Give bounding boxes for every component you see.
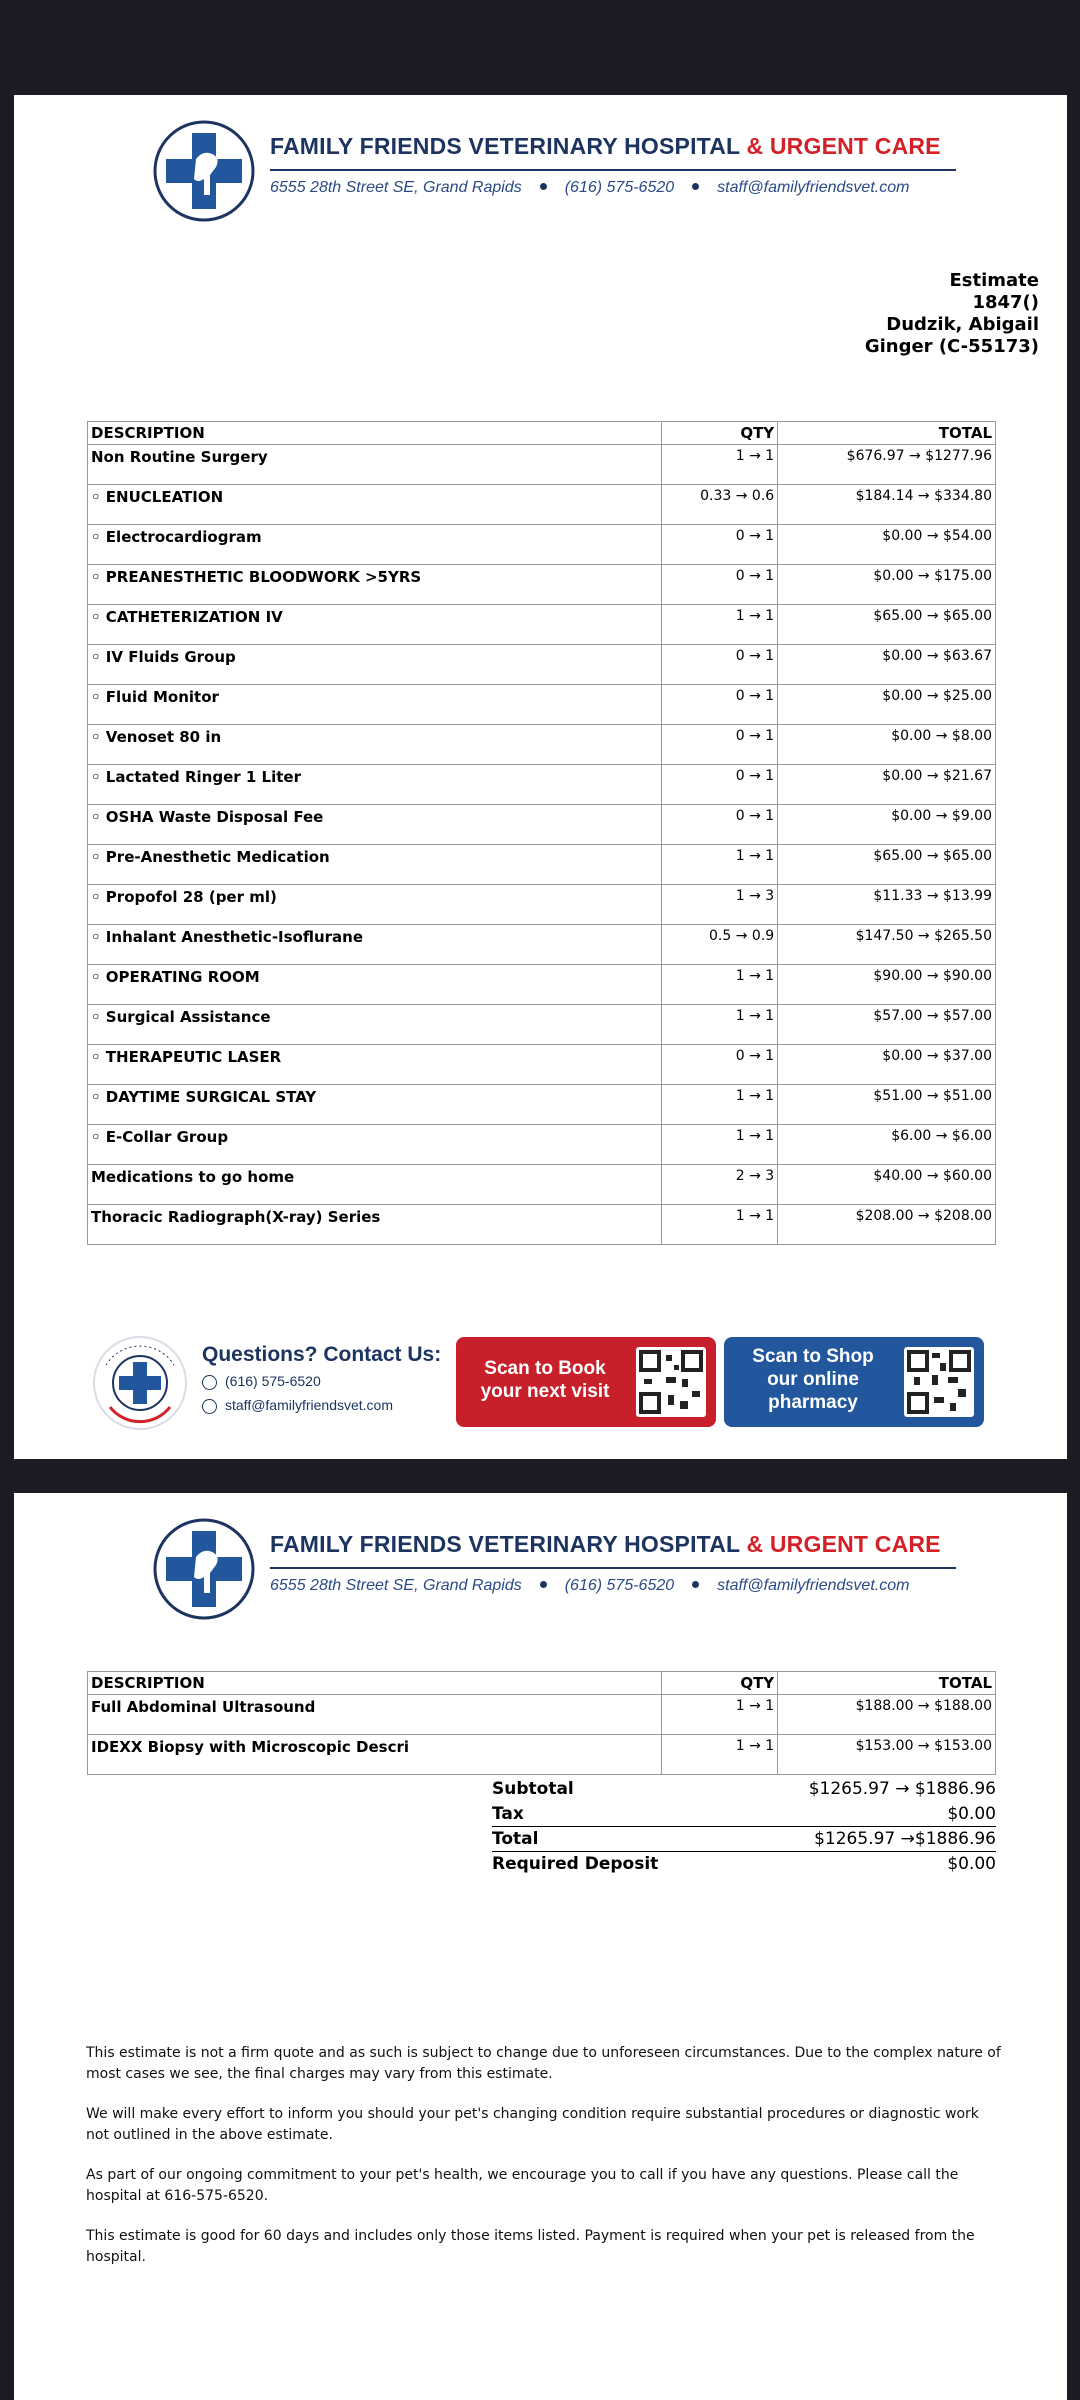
item-description: ◦ THERAPEUTIC LASER [88,1045,662,1085]
item-description: ◦ Inhalant Anesthetic-Isoflurane [88,925,662,965]
letterhead [138,119,958,229]
item-qty: 0.5 → 0.9 [662,925,778,965]
estimate-items-table [87,421,996,1245]
table-row [88,1125,996,1165]
item-description: ◦ Fluid Monitor [88,685,662,725]
table-row [88,525,996,565]
item-total: $11.33 → $13.99 [778,885,996,925]
item-total: $57.00 → $57.00 [778,1005,996,1045]
table-row [88,1165,996,1205]
total-row: Total $1265.97 →$1886.96 [492,1829,996,1849]
description-header: DESCRIPTION [88,422,662,445]
item-qty: 1 → 1 [662,1735,778,1775]
hospital-phone: (616) 575-6520 [564,1577,675,1594]
note-paragraph: We will make every effort to inform you should your pet's changing condition require substantial procedures or diagnostic work not outlined in the above estimate. [86,2106,979,2143]
item-description: ◦ CATHETERIZATION IV [88,605,662,645]
subtotal-value: $1265.97 → $1886.96 [808,1779,996,1799]
item-total: $51.00 → $51.00 [778,1085,996,1125]
item-qty: 0 → 1 [662,525,778,565]
email-icon [202,1399,217,1414]
estimate-page-2 [14,1493,1067,2400]
item-total: $184.14 → $334.80 [778,485,996,525]
estimate-number: 1847() [972,292,1039,313]
estimate-notes [86,2043,1006,2287]
item-total: $147.50 → $265.50 [778,925,996,965]
veterinary-cross-logo-icon [152,119,256,223]
item-total: $65.00 → $65.00 [778,605,996,645]
table-row [88,1695,996,1735]
item-total: $188.00 → $188.00 [778,1695,996,1735]
deposit-value: $0.00 [947,1854,996,1874]
item-description: ◦ E-Collar Group [88,1125,662,1165]
item-description: Full Abdominal Ultrasound [88,1695,662,1735]
table-row [88,685,996,725]
qty-header: QTY [662,422,778,445]
table-header-row [88,1672,996,1695]
letterhead-contact [270,179,909,197]
footer-email[interactable]: staff@familyfriendsvet.com [202,1397,393,1414]
qty-header: QTY [662,1672,778,1695]
scan-to-shop-label: Scan to Shop our online pharmacy [752,1346,874,1413]
item-qty: 0 → 1 [662,1045,778,1085]
item-qty: 1 → 1 [662,845,778,885]
subtotal-row: Subtotal $1265.97 → $1886.96 [492,1779,996,1799]
note-paragraph: This estimate is not a firm quote and as such is subject to change due to unforeseen circumstances. Due to the complex nature of most cases we see, the final charges may vary from this estimate. [86,2045,1001,2082]
hospital-name: FAMILY FRIENDS VETERINARY HOSPITAL & URGENT CARE [270,1531,941,1557]
item-total: $0.00 → $8.00 [778,725,996,765]
hospital-email[interactable]: staff@familyfriendsvet.com [717,179,910,196]
item-qty: 1 → 1 [662,1005,778,1045]
questions-heading: Questions? Contact Us: [202,1343,442,1366]
item-total: $0.00 → $54.00 [778,525,996,565]
table-row [88,1735,996,1775]
contact-footer [92,1335,1002,1431]
item-description: ◦ PREANESTHETIC BLOODWORK >5YRS [88,565,662,605]
item-qty: 1 → 1 [662,1205,778,1245]
hospital-name: FAMILY FRIENDS VETERINARY HOSPITAL & URGENT CARE [270,133,941,159]
item-description: Medications to go home [88,1165,662,1205]
item-qty: 2 → 3 [662,1165,778,1205]
hospital-address: 6555 28th Street SE, Grand Rapids [270,1577,522,1594]
item-total: $0.00 → $37.00 [778,1045,996,1085]
item-qty: 0 → 1 [662,645,778,685]
item-total: $0.00 → $9.00 [778,805,996,845]
item-description: ◦ Venoset 80 in [88,725,662,765]
note-paragraph: As part of our ongoing commitment to your pet's health, we encourage you to call if you have any questions. Please call the hospital at 616-575-6520. [86,2167,959,2204]
item-total: $0.00 → $21.67 [778,765,996,805]
total-header: TOTAL [778,1672,996,1695]
item-qty: 0 → 1 [662,805,778,845]
item-description: ◦ Electrocardiogram [88,525,662,565]
table-row [88,605,996,645]
table-row [88,725,996,765]
table-row [88,1005,996,1045]
item-qty: 1 → 1 [662,605,778,645]
scan-to-shop-button[interactable] [724,1337,984,1427]
estimate-items-table-continued [87,1671,996,1775]
client-name: Dudzik, Abigail [886,314,1039,335]
qr-code-icon[interactable] [636,1347,706,1417]
deposit-row: Required Deposit $0.00 [492,1854,996,1874]
item-qty: 1 → 1 [662,445,778,485]
estimate-title: Estimate [949,270,1039,291]
item-total: $90.00 → $90.00 [778,965,996,1005]
item-description: ◦ Pre-Anesthetic Medication [88,845,662,885]
item-total: $0.00 → $63.67 [778,645,996,685]
table-row [88,805,996,845]
letterhead-contact [270,1577,909,1595]
item-description: ◦ OSHA Waste Disposal Fee [88,805,662,845]
table-row [88,765,996,805]
item-description: ◦ Propofol 28 (per ml) [88,885,662,925]
table-row [88,845,996,885]
totals-summary [477,1777,1008,1877]
patient-name: Ginger (C-55173) [864,336,1039,357]
item-description: IDEXX Biopsy with Microscopic Descri [88,1735,662,1775]
total-header: TOTAL [778,422,996,445]
table-row [88,565,996,605]
item-total: $208.00 → $208.00 [778,1205,996,1245]
table-row [88,1085,996,1125]
estimate-page-1 [14,95,1067,1459]
scan-to-book-label: Scan to Book your next visit [480,1358,610,1402]
scan-to-book-button[interactable] [456,1337,716,1427]
table-row [88,965,996,1005]
item-qty: 0.33 → 0.6 [662,485,778,525]
item-total: $153.00 → $153.00 [778,1735,996,1775]
item-total: $40.00 → $60.00 [778,1165,996,1205]
item-qty: 0 → 1 [662,565,778,605]
item-total: $676.97 → $1277.96 [778,445,996,485]
description-header: DESCRIPTION [88,1672,662,1695]
item-description: Non Routine Surgery [88,445,662,485]
table-row [88,445,996,485]
letterhead-rule [270,169,956,171]
table-row [88,1205,996,1245]
item-qty: 1 → 1 [662,1695,778,1735]
table-row [88,885,996,925]
table-row [88,925,996,965]
item-qty: 0 → 1 [662,725,778,765]
item-qty: 1 → 1 [662,1085,778,1125]
item-total: $0.00 → $25.00 [778,685,996,725]
footer-phone[interactable]: (616) 575-6520 [202,1373,321,1390]
item-qty: 1 → 3 [662,885,778,925]
table-row [88,645,996,685]
total-value: $1265.97 →$1886.96 [814,1829,996,1849]
item-total: $65.00 → $65.00 [778,845,996,885]
letterhead [138,1517,958,1627]
item-description: ◦ ENUCLEATION [88,485,662,525]
item-total: $6.00 → $6.00 [778,1125,996,1165]
item-description: ◦ Surgical Assistance [88,1005,662,1045]
estimate-info [865,270,1039,358]
hospital-email[interactable]: staff@familyfriendsvet.com [717,1577,910,1594]
table-header-row [88,422,996,445]
tax-row: Tax $0.00 [492,1804,996,1824]
hospital-address: 6555 28th Street SE, Grand Rapids [270,179,522,196]
hospital-phone: (616) 575-6520 [564,179,675,196]
qr-code-icon[interactable] [904,1347,974,1417]
tax-value: $0.00 [947,1804,996,1824]
item-description: ◦ IV Fluids Group [88,645,662,685]
table-row [88,1045,996,1085]
phone-icon [202,1375,217,1390]
item-description: ◦ Lactated Ringer 1 Liter [88,765,662,805]
note-paragraph: This estimate is good for 60 days and includes only those items listed. Payment is required when your pet is released from the hospital. [86,2228,975,2265]
item-description: Thoracic Radiograph(X-ray) Series [88,1205,662,1245]
hospital-seal-icon [92,1335,188,1431]
item-total: $0.00 → $175.00 [778,565,996,605]
item-qty: 1 → 1 [662,965,778,1005]
item-description: ◦ DAYTIME SURGICAL STAY [88,1085,662,1125]
item-qty: 1 → 1 [662,1125,778,1165]
veterinary-cross-logo-icon [152,1517,256,1621]
item-qty: 0 → 1 [662,765,778,805]
item-description: ◦ OPERATING ROOM [88,965,662,1005]
letterhead-rule [270,1567,956,1569]
item-qty: 0 → 1 [662,685,778,725]
table-row [88,485,996,525]
